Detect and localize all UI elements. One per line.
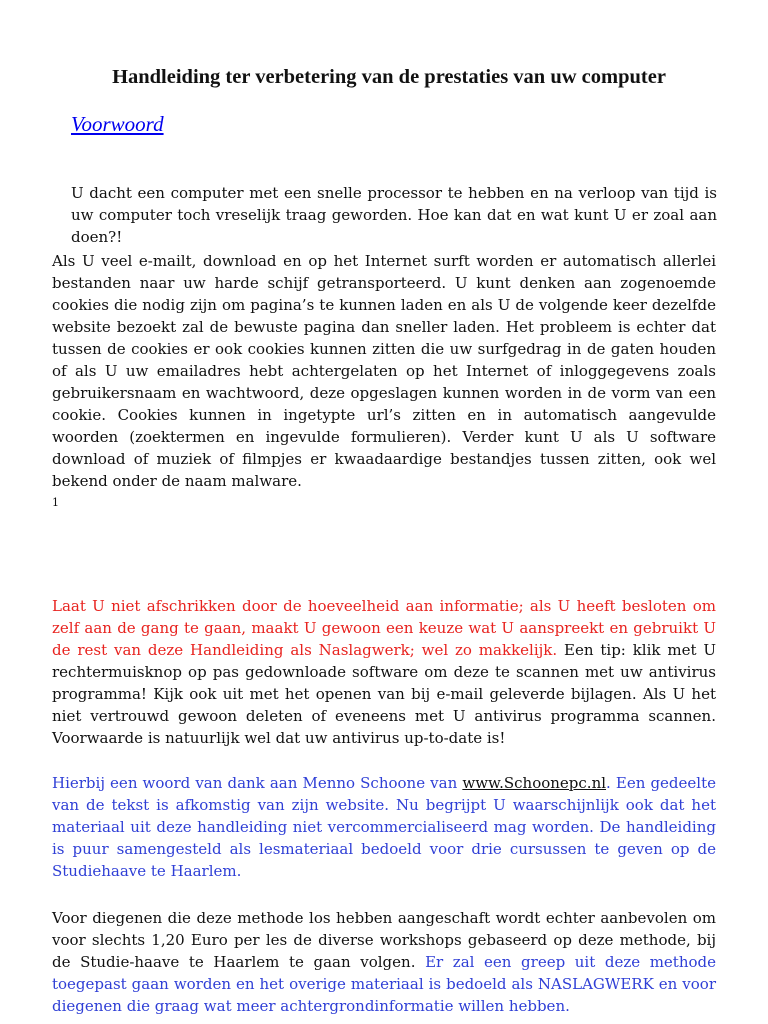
paragraph-purchase	[52, 907, 716, 1017]
document-title: Handleiding ter verbetering van de prestaties van uw computer	[112, 66, 666, 88]
purchase-text: Voor diegenen die deze methode los hebben aangeschaft wordt echter aanbevolen om voor slechts 1,20 Euro per les de diverse workshops gebaseerd op deze methode, bij de Studie-haave te Haarlem te gaan volgen.	[52, 909, 716, 971]
paragraph-thanks	[52, 772, 716, 882]
paragraph-tip	[52, 595, 716, 749]
warning-text: Laat U niet afschrikken door de hoeveelheid aan informatie; als U heeft besloten om zelf aan de gang te gaan, maakt U gewoon een keuze wat U aanspreekt en gebruikt U de rest van deze Handleiding als Naslagwerk; wel zo makkelijk.	[52, 597, 716, 659]
section-heading-voorwoord[interactable]: Voorwoord	[71, 112, 164, 136]
intro-paragraph: U dacht een computer met een snelle processor te hebben en na verloop van tijd is uw computer toch vreselijk traag geworden. Hoe kan dat en wat kunt U er zoal aan doen?!	[71, 184, 717, 246]
reference-text: Er zal een greep uit deze methode toegepast gaan worden en het overige materiaal is bedoeld als NASLAGWERK en voor diegenen die graag wat meer achtergrondinformatie willen hebben.	[52, 953, 716, 1015]
paragraph-cookies: Als U veel e-mailt, download en op het Internet surft worden er automatisch allerlei bestanden naar uw harde schijf getransporteerd. U kunt denken aan zogenoemde cookies die nodig zijn om pagina’s te kunnen laden en als U de volgende keer dezelfde website bezoekt zal de bewuste pagina dan sneller laden. Het probleem is echter dat tussen de cookies er ook cookies kunnen zitten die uw surfgedrag in de gaten houden of als U uw emailadres hebt achtergelaten op het Internet of inloggegevens zoals gebruikersnaam en wachtwoord, deze opgeslagen kunnen worden in de vorm van een cookie. Cookies kunnen in ingetypte url’s zitten en in automatisch aangevulde woorden (zoektermen en ingevulde formulieren). Verder kunt U als U software download of muziek of filmpjes er kwaadaardige bestandjes tussen zitten, ook wel bekend onder de naam malware.	[52, 252, 716, 490]
thanks-text: Hierbij een woord van dank aan Menno Schoone van	[52, 774, 458, 792]
footnote-marker: 1	[52, 496, 59, 509]
schoonepc-link[interactable]: www.Schoonepc.nl	[462, 774, 607, 792]
thanks-text-continued: . Een gedeelte van de tekst is afkomstig van zijn website. Nu begrijpt U waarschijnlijk ook dat het materiaal uit deze handleiding niet vercommercialiseerd mag worden. De handleiding is puur samengesteld als lesmateriaal bedoeld voor drie cursussen te geven op de Studiehaave te Haarlem.	[52, 774, 716, 880]
tip-text: Een tip: klik met U rechtermuisknop op pas gedownloade software om deze te scannen met uw antivirus programma! Kijk ook uit met het openen van bij e-mail geleverde bijlagen. Als U het niet vertrouwd gewoon deleten of eveneens met U antivirus programma scannen. Voorwaarde is natuurlijk wel dat uw antivirus up-to-date is!	[52, 641, 716, 747]
